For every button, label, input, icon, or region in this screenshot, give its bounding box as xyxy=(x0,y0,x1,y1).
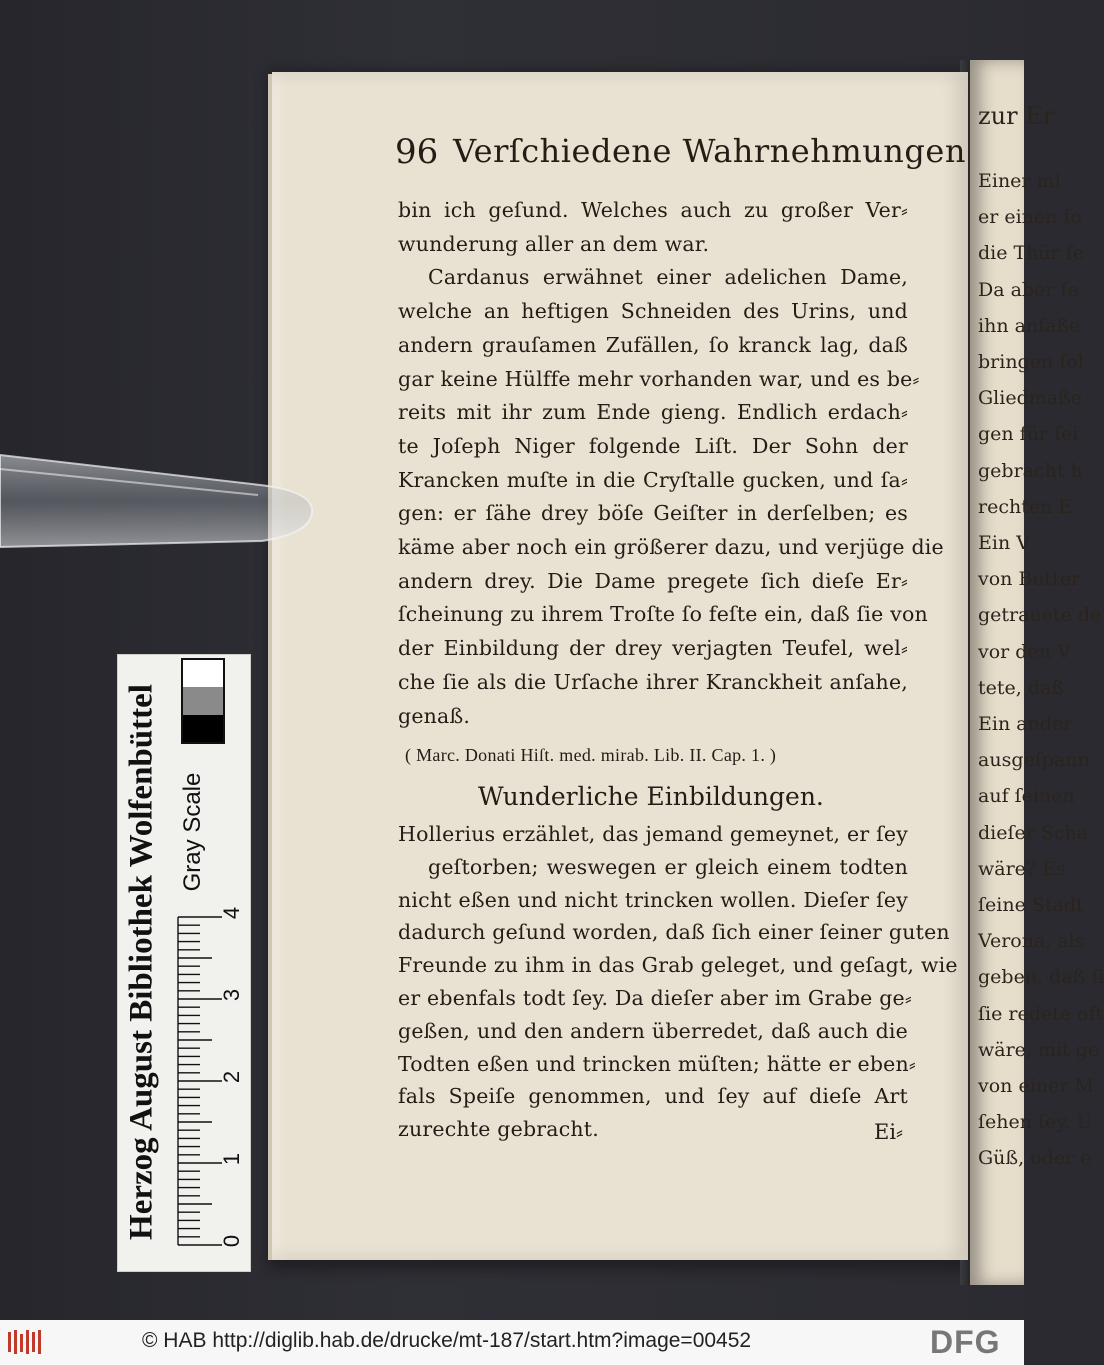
text-line: gen: er ſähe drey böſe Geiſter in derſelben; es xyxy=(398,501,908,526)
facing-page-line: von einer M xyxy=(978,1075,1094,1097)
swatch-white xyxy=(183,660,223,687)
facing-page-line: rechten E xyxy=(978,495,1073,518)
facing-page-line: Verona, als xyxy=(978,930,1085,953)
glass-clip xyxy=(0,455,310,545)
facing-page-line: gen für ſei xyxy=(978,423,1079,446)
section-heading: Wunderliche Einbildungen. xyxy=(478,782,824,811)
text-line: zurechte gebracht. xyxy=(398,1117,599,1142)
scale-number: 0 xyxy=(219,1234,244,1248)
scale-number: 3 xyxy=(219,988,244,1002)
text-line: Cardanus erwähnet einer adelichen Dame, xyxy=(428,265,908,290)
facing-page-line: Ein V xyxy=(978,532,1030,554)
ruler-title: Herzog August Bibliothek Wolfenbüttel xyxy=(123,684,160,1240)
facing-page-line: dieſer Scha xyxy=(978,821,1089,844)
text-line: Freunde zu ihm in das Grab geleget, und geſagt, wie xyxy=(398,953,958,978)
text-line: andern drey. Die Dame pregete ſich dieſe Er⸗ xyxy=(398,568,908,593)
text-line: reits mit ihr zum Ende gieng. Endlich erdach⸗ xyxy=(398,400,908,425)
facing-page-line: tete, daß xyxy=(978,676,1065,699)
gray-scale-label: Gray Scale xyxy=(179,772,206,892)
facing-page-line: wäre, mit ge xyxy=(978,1038,1100,1061)
facing-page-line: Einer mi xyxy=(978,170,1061,192)
scale-number: 2 xyxy=(219,1070,244,1084)
swatch-gray xyxy=(183,687,223,714)
running-title: Verſchiedene Wahrnehmungen xyxy=(453,132,966,170)
text-line: fals Speiſe genommen, und ſey auf dieſe Art xyxy=(398,1084,908,1109)
facing-page-line: ſie redete oft xyxy=(978,1002,1104,1025)
footer-url-link[interactable]: http://diglib.hab.de/drucke/mt-187/start.htm?image=00452 xyxy=(212,1329,752,1352)
catchword: Ei⸗ xyxy=(874,1120,904,1144)
facing-page-line: ausgeſpann xyxy=(978,749,1090,772)
text-line: nicht eßen und nicht trincken wollen. Dieſer ſey xyxy=(398,887,908,912)
text-line: geſtorben; weswegen er gleich einem todten xyxy=(428,854,908,879)
hab-logo-icon xyxy=(6,1328,46,1356)
facing-page-line: vor den V xyxy=(978,640,1071,663)
text-line: Krancken muſte in die Cryſtalle gucken, und ſa⸗ xyxy=(398,467,908,492)
facing-page-line: Güß, oder e xyxy=(978,1147,1092,1170)
dfg-logo: DFG xyxy=(930,1324,1001,1360)
text-line: Todten eßen und trincken müſten; hätte er eben⸗ xyxy=(398,1051,916,1076)
facing-page xyxy=(970,60,1104,1285)
text-line: wunderung aller an dem war. xyxy=(398,231,710,256)
text-line: Hollerius erzählet, das jemand gemeynet, er ſey xyxy=(398,822,908,846)
facing-page-line: zur Er xyxy=(978,102,1055,130)
scale-number: 1 xyxy=(219,1152,244,1166)
scale-number: 4 xyxy=(219,906,244,920)
text-line: er ebenfals todt ſey. Da dieſer aber im Grabe ge⸗ xyxy=(398,986,912,1010)
facing-page-line: Gliedmaße xyxy=(978,387,1083,410)
facing-page-line: ſeine Stadt xyxy=(978,894,1084,916)
text-line: te Joſeph Niger folgende Liſt. Der Sohn der xyxy=(398,433,908,458)
swatch-black xyxy=(183,715,223,742)
facing-page-line: bringen ſol xyxy=(978,351,1084,373)
page-number: 96 xyxy=(395,132,439,172)
text-line: gar keine Hülffe mehr vorhanden war, und es be⸗ xyxy=(398,366,920,391)
text-line: andern grauſamen Zufällen, ſo kranck lag, daß xyxy=(398,332,908,357)
text-line: welche an heftigen Schneiden des Urins, und xyxy=(398,299,908,324)
facing-page-line: geben, daß ſi xyxy=(978,966,1104,989)
text-line: geßen, und den andern überredet, daß auch die xyxy=(398,1018,908,1043)
text-line: ſcheinung zu ihrem Troſte ſo feſte ein, daß ſie von xyxy=(398,602,928,627)
footer-copyright: © HAB xyxy=(142,1329,207,1352)
text-line: che ſie als die Urſache ihrer Kranckheit anſahe, xyxy=(398,669,908,694)
facing-page-line: er einen ſo xyxy=(978,206,1082,229)
text-line: bin ich geſund. Welches auch zu großer Ver⸗ xyxy=(398,198,908,222)
facing-page-line: ſehen ſey. U xyxy=(978,1111,1093,1134)
text-line: genaß. xyxy=(398,703,471,728)
citation: ( Marc. Donati Hiſt. med. mirab. Lib. II. Cap. 1. ) xyxy=(405,745,777,765)
facing-page-line: wäre? Es xyxy=(978,857,1066,880)
text-line: dadurch geſund worden, daß ſich einer ſeiner guten xyxy=(398,920,950,945)
facing-page-line: getrauete de xyxy=(978,604,1102,627)
facing-page-line: von Butter xyxy=(978,568,1081,591)
gray-swatches xyxy=(181,658,225,744)
facing-page-line: Ein ander xyxy=(978,713,1073,735)
facing-page-line: die Thür ſe xyxy=(978,242,1085,265)
facing-page-line: auf ſeinen xyxy=(978,785,1075,808)
footer-citation xyxy=(142,1329,751,1353)
facing-page-line: ihn anfaße xyxy=(978,314,1081,337)
facing-page-line: gebracht h xyxy=(978,459,1083,482)
text-line: käme aber noch ein größerer dazu, und verjüge die xyxy=(398,535,944,559)
text-line: der Einbildung der drey verjagten Teufel, wel⸗ xyxy=(398,636,908,661)
facing-page-line: Da aber ſe xyxy=(978,278,1079,301)
footer-bar xyxy=(0,1320,1024,1365)
